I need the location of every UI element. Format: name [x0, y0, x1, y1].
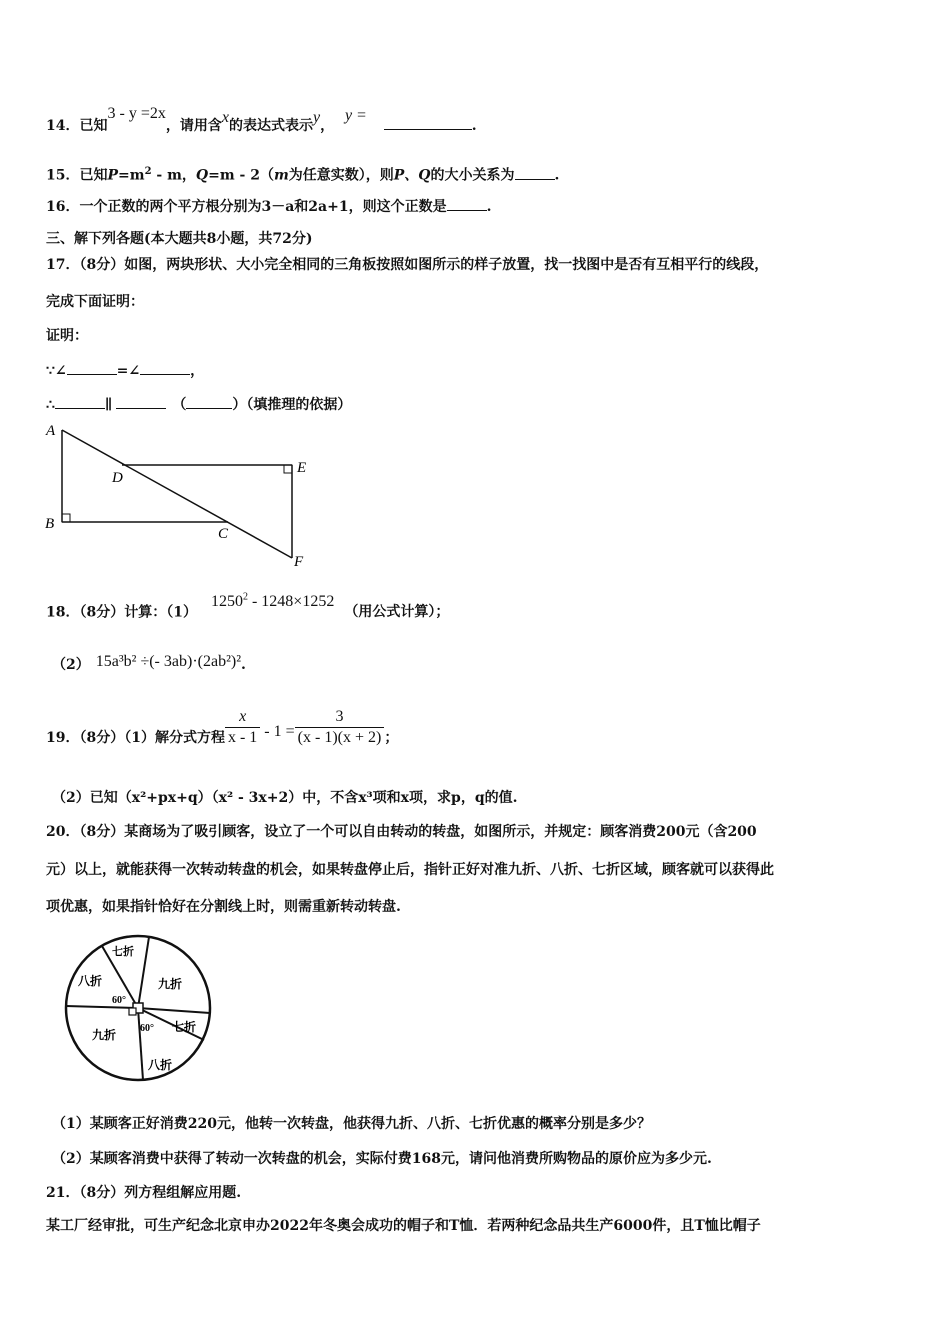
q21-line-2: 某工厂经审批，可生产纪念北京申办2022年冬奥会成功的帽子和T恤．若两种纪念品共生产6000件，且T恤比帽子	[46, 1218, 761, 1234]
q14-text-2: 的表达式表示	[228, 118, 313, 134]
q19-frac1-num: x	[225, 707, 260, 728]
q17-line-3: 证明：	[46, 328, 88, 344]
right-angle-e	[284, 465, 292, 473]
q15-p-expr: =m	[118, 167, 145, 184]
q18-part-1	[46, 592, 450, 622]
q17-blank-seg-2[interactable]	[116, 394, 166, 409]
q20-line-3: 项优惠，如果指针恰好在分割线上时，则需重新转动转盘.	[46, 899, 401, 915]
q18-part2-prefix: （2）	[52, 657, 90, 673]
q14-var-y: y	[312, 109, 321, 126]
q14-comma: ，	[320, 118, 335, 134]
q20-sub-2: （2）某顾客消费中获得了转动一次转盘的机会，实际付费168元，请问他消费所购物品的原价应为多少元.	[52, 1151, 712, 1167]
q14-var-x: x	[221, 109, 229, 126]
q20-sub-1: （1）某顾客正好消费220元，他转一次转盘，他获得九折、八折、七折优惠的概率分别是多少？	[52, 1116, 651, 1132]
q14-number: 14．已知	[46, 118, 108, 134]
label-f: F	[294, 554, 304, 570]
q15-q: Q	[195, 167, 209, 184]
q17-line-1: 17．（8分）如图，两块形状、大小完全相同的三角板按照如图所示的样子放置，找一找图中是否有互相平行的线段，	[46, 257, 769, 273]
question-16	[46, 196, 491, 217]
q18-prefix: 18．（8分）计算：（1）	[46, 604, 197, 621]
q17-parallel: ∥	[104, 397, 113, 413]
q21-line-1: 21．（8分）列方程组解应用题.	[46, 1185, 242, 1201]
q17-because: ∵∠	[46, 363, 67, 379]
label-b: B	[45, 516, 55, 532]
angle-label-lower: 60°	[140, 1023, 154, 1034]
sector-qizhe-right: 七折	[172, 1020, 197, 1034]
question-14	[46, 105, 477, 136]
q15-q-expr: =m - 2（	[208, 167, 274, 184]
sector-bazhe-left: 八折	[78, 974, 103, 988]
q14-equation: 3 - y =2x	[107, 105, 166, 122]
q15-p-rest: - m，	[151, 167, 196, 184]
q18-part2-suffix: .	[241, 657, 246, 673]
question-15	[46, 162, 559, 186]
q15-end: .	[554, 167, 560, 184]
sector-jiuzhe-upper: 九折	[158, 977, 183, 991]
q14-answer-label: y =	[344, 107, 367, 124]
q19-part-2: （2）已知（x²+px+q）（x² - 3x+2）中，不含x³项和x项，求p，q的值.	[52, 790, 518, 806]
wheel-pointer-hub-inner	[129, 1008, 136, 1015]
q20-spinner-wheel	[44, 928, 224, 1093]
label-a: A	[46, 423, 56, 439]
q19-prefix: 19．（8分）（1）解分式方程	[46, 730, 225, 746]
right-angle-b	[62, 514, 70, 522]
q15-p: P	[107, 167, 119, 184]
q15-number: 15．已知	[46, 167, 108, 184]
q15-pq: P、Q	[393, 167, 431, 184]
q14-answer-blank[interactable]	[384, 115, 472, 130]
q19-minus-one: - 1 =	[260, 723, 295, 740]
label-c: C	[218, 526, 229, 542]
sector-qizhe-top: 七折	[112, 946, 134, 958]
q17-blank-reason[interactable]	[186, 394, 232, 409]
q19-part-1	[46, 707, 399, 748]
sector-bazhe-bottom: 八折	[148, 1058, 173, 1072]
q14-text: ，请用含	[165, 118, 222, 134]
q17-blank-angle-1[interactable]	[67, 360, 117, 375]
q17-paren-close: ）（填推理的依据）	[232, 397, 352, 413]
q15-square: 2	[144, 166, 152, 177]
q18-suffix: （用公式计算）；	[344, 604, 450, 621]
q19-fraction-1	[225, 707, 260, 748]
q19-fraction-2	[295, 707, 385, 748]
q18-expr-2: 15a³b² ÷(- 3ab)·(2ab²)²	[95, 653, 241, 670]
q17-therefore: ∴	[46, 397, 55, 413]
q19-frac1-den: x - 1	[227, 728, 258, 746]
q20-line-1: 20．（8分）某商场为了吸引顾客，设立了一个可以自由转动的转盘，如图所示，并规定：顾客消费200元（含200	[46, 824, 757, 840]
segment-af	[62, 430, 292, 558]
q15-answer-blank[interactable]	[515, 165, 555, 180]
sector-jiuzhe-lower: 九折	[92, 1028, 117, 1042]
section-3-heading: 三、解下列各题(本大题共8小题，共72分)	[46, 231, 313, 247]
q19-suffix: ；	[384, 730, 399, 746]
q17-blank-angle-2[interactable]	[140, 360, 190, 375]
label-e: E	[297, 460, 307, 476]
q18-expr-1-square: 2	[242, 592, 248, 603]
label-d: D	[112, 470, 123, 486]
q20-line-2: 元）以上，就能获得一次转动转盘的机会，如果转盘停止后，指针正好对准九折、八折、七折区域，顾客就可以获得此	[46, 862, 774, 878]
q15-text: 为任意实数），则	[288, 167, 394, 184]
q15-m: m	[273, 167, 289, 184]
q17-paren-open: （	[172, 397, 187, 413]
q19-frac2-num: 3	[295, 707, 385, 728]
q16-end: .	[486, 199, 492, 215]
q18-expr-1-rest: - 1248×1252	[247, 593, 335, 611]
q18-expr-1-base: 1250	[210, 593, 243, 611]
q17-line-2: 完成下面证明：	[46, 294, 144, 310]
q18-expr-1	[211, 593, 334, 610]
q17-because-line	[46, 360, 204, 381]
q17-eq-angle: =∠	[116, 363, 141, 379]
q17-comma: ，	[190, 363, 205, 379]
q18-part-2	[52, 655, 246, 675]
q16-text: 16．一个正数的两个平方根分别为3－a和2a+1，则这个正数是	[46, 199, 447, 215]
q17-therefore-line	[46, 394, 351, 415]
q16-answer-blank[interactable]	[447, 196, 487, 211]
q15-text-2: 的大小关系为	[430, 167, 515, 184]
q14-end: .	[471, 118, 477, 134]
q17-triangle-figure	[40, 420, 330, 575]
q19-frac2-den: (x - 1)(x + 2)	[297, 728, 382, 746]
angle-label-upper: 60°	[112, 995, 126, 1006]
q17-blank-seg-1[interactable]	[55, 394, 105, 409]
